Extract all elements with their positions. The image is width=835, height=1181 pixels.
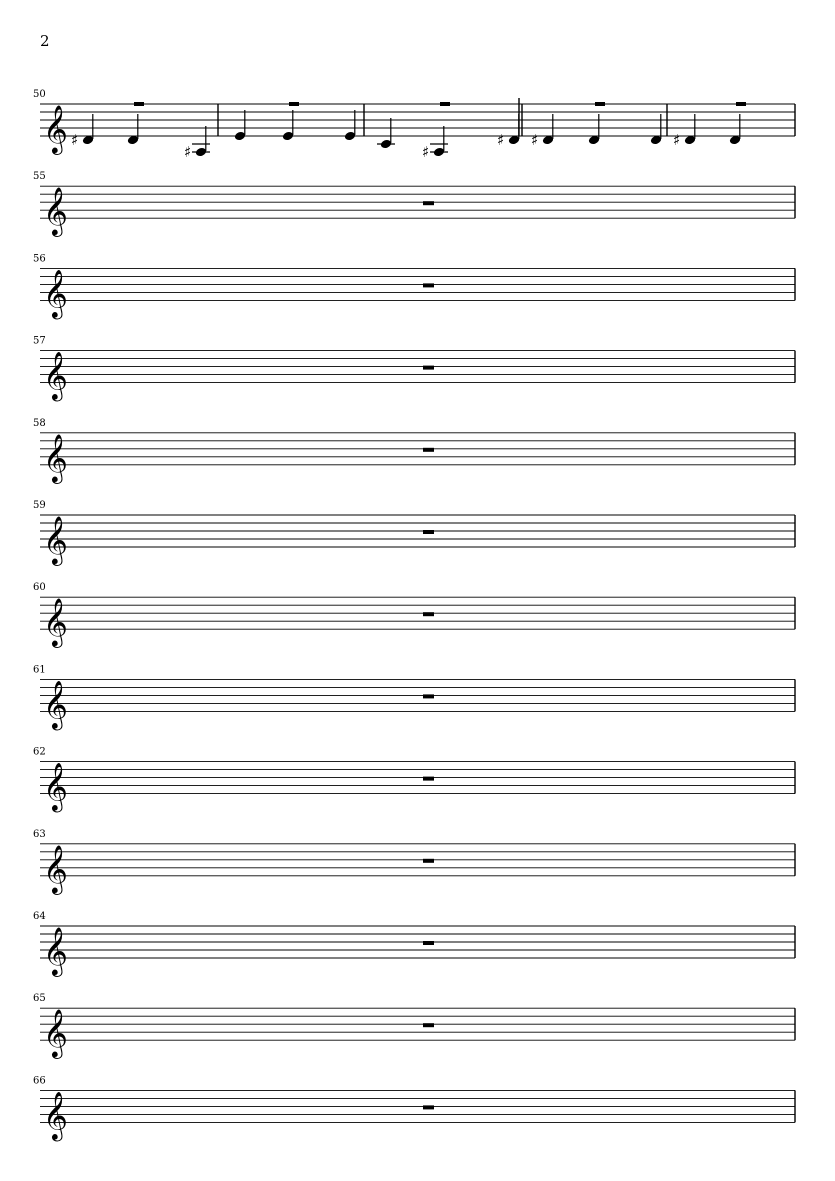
multi-measure-rest <box>423 859 434 863</box>
measure-number: 66 <box>33 1075 46 1087</box>
multi-measure-rest <box>423 1105 434 1109</box>
sharp-accidental: ♯ <box>673 131 681 149</box>
treble-clef-icon: 𝄞 <box>43 104 68 153</box>
measure-number: 63 <box>33 828 46 840</box>
measure-number: 61 <box>33 664 46 676</box>
multi-measure-rest <box>423 530 434 534</box>
treble-clef-icon: 𝄞 <box>43 1008 68 1058</box>
measure-number: 59 <box>33 500 46 511</box>
rest-marker <box>595 102 605 106</box>
measure-number: 64 <box>33 911 46 922</box>
measure-number: 58 <box>33 417 46 429</box>
rest-marker <box>736 102 746 106</box>
treble-clef-icon: 𝄞 <box>43 843 68 893</box>
treble-clef-icon: 𝄞 <box>43 761 68 811</box>
treble-clef-icon: 𝄞 <box>43 186 68 236</box>
page-number: 2 <box>40 32 50 50</box>
measure-number: 57 <box>33 335 46 347</box>
treble-clef-icon: 𝄞 <box>43 926 68 975</box>
multi-measure-rest <box>423 941 434 945</box>
measure-number: 60 <box>33 582 46 594</box>
treble-clef-icon: 𝄞 <box>43 350 68 400</box>
rest-marker <box>440 102 450 106</box>
treble-clef-icon: 𝄞 <box>43 515 68 564</box>
sharp-accidental: ♯ <box>184 143 192 161</box>
multi-measure-rest <box>423 283 434 287</box>
multi-measure-rest <box>423 777 434 781</box>
treble-clef-icon: 𝄞 <box>43 268 68 318</box>
multi-measure-rest <box>423 694 434 698</box>
measure-number: 55 <box>33 171 46 183</box>
sharp-accidental: ♯ <box>71 131 79 149</box>
sharp-accidental: ♯ <box>422 143 430 161</box>
treble-clef-icon: 𝄞 <box>43 432 68 482</box>
sharp-accidental: ♯ <box>497 131 505 149</box>
measure-number: 62 <box>33 746 46 758</box>
multi-measure-rest <box>423 1023 434 1027</box>
rest-marker <box>289 102 299 106</box>
multi-measure-rest <box>423 448 434 452</box>
measure-number: 65 <box>33 993 46 1005</box>
measure-number: 56 <box>33 253 46 265</box>
treble-clef-icon: 𝄞 <box>43 597 68 647</box>
multi-measure-rest <box>423 612 434 616</box>
treble-clef-icon: 𝄞 <box>43 1090 68 1140</box>
measure-number: 50 <box>33 89 46 100</box>
multi-measure-rest <box>423 366 434 370</box>
treble-clef-icon: 𝄞 <box>43 679 68 729</box>
sharp-accidental: ♯ <box>531 131 539 149</box>
rest-marker <box>134 102 144 106</box>
multi-measure-rest <box>423 201 434 205</box>
